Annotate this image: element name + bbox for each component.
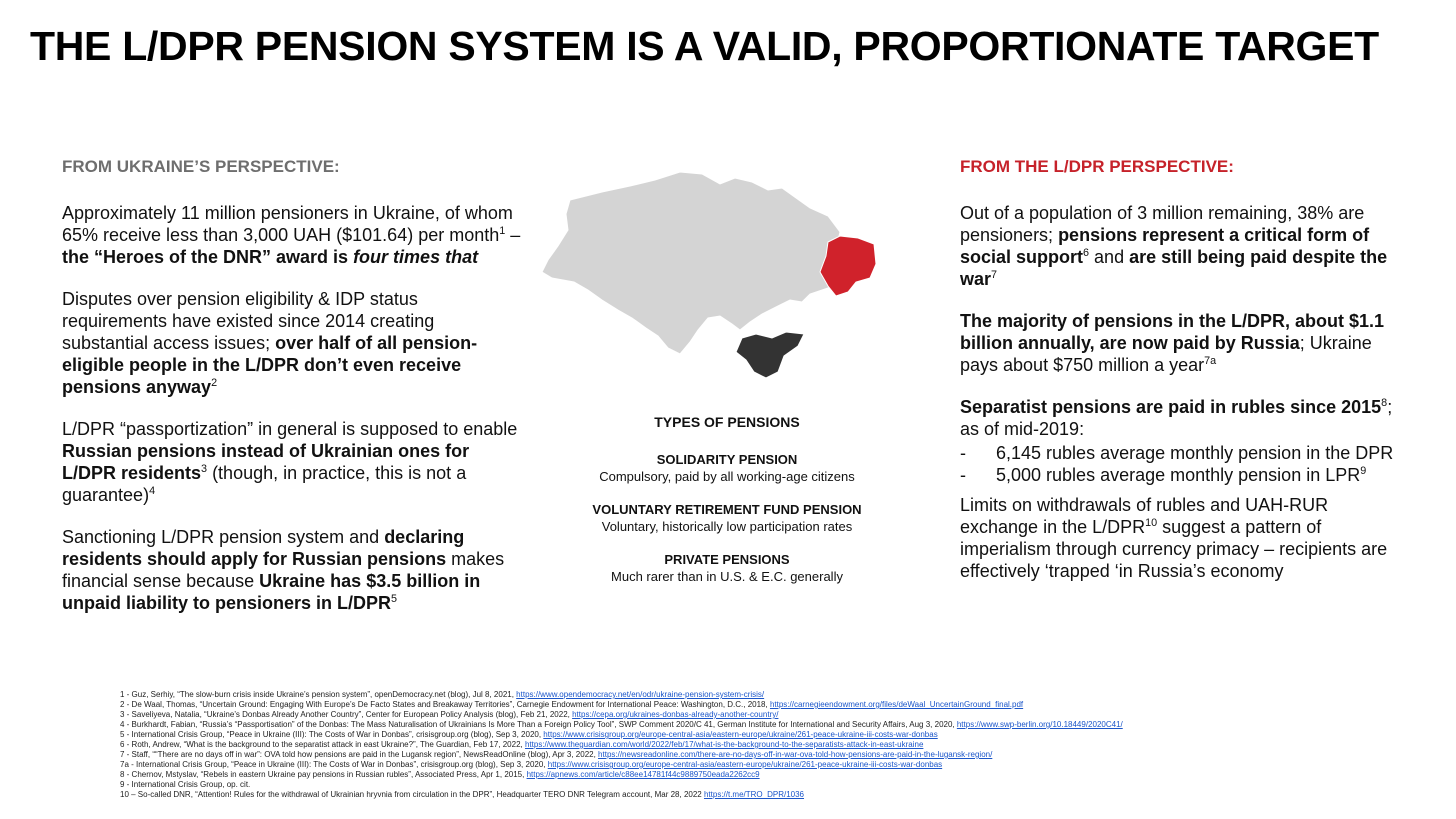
text: (though, in practice, this is not a guarantee) (62, 463, 467, 505)
pension-type-desc: Much rarer than in U.S. & E.C. generally (611, 569, 843, 584)
text: suggest a pattern of imperialism through currency primacy – recipients are effectively ‘trapped ‘in Russia’s economy (960, 517, 1388, 581)
text: Approximately 11 million pensioners in Ukraine, of whom 65% receive less than 3,000 UAH ($101.64) per month (62, 203, 513, 245)
footnote-link[interactable]: https://www.crisisgroup.org/europe-central-asia/eastern-europe/ukraine/261-peace-ukraine-iii-costs-war-donbas (543, 730, 938, 739)
bold-text: over half of all pension-eligible people in the L/DPR don’t even receive pensions anyway (62, 333, 478, 397)
footnote-text: 10 – So-called DNR, “Attention! Rules for the withdrawal of Ukrainian hryvnia from circulation in the DPR”, Headquarter TERO DNR Telegram account, Mar 28, 2022 (120, 790, 704, 799)
pension-type-desc: Compulsory, paid by all working-age citizens (599, 469, 855, 484)
pension-type-item (560, 551, 894, 585)
footnote-ref: 5 (391, 593, 398, 605)
footnote (120, 770, 1440, 780)
footnote-ref: 2 (211, 377, 218, 389)
footnote-ref: 4 (149, 485, 156, 497)
footnote-link[interactable]: https://www.theguardian.com/world/2022/feb/17/what-is-the-background-to-the-separatists-attack-in-east-ukraine (524, 740, 924, 749)
ldpr-paragraph-1 (960, 202, 1400, 290)
footnote (120, 790, 1440, 800)
footnote (120, 690, 1440, 700)
ukraine-paragraph-3 (62, 418, 522, 506)
bold-text: Ukraine has $3.5 billion in unpaid liability to pensioners in L/DPR (62, 571, 481, 613)
list-item (960, 442, 1400, 464)
ukraine-paragraph-4 (62, 526, 522, 614)
page-title (30, 20, 1430, 72)
ukraine-paragraph-2 (62, 288, 522, 398)
footnote (120, 710, 1440, 720)
ldpr-perspective-heading: FROM THE L/DPR PERSPECTIVE: (960, 157, 1234, 176)
pension-type-name: PRIVATE PENSIONS (664, 552, 790, 567)
ldpr-paragraph-3 (960, 396, 1400, 440)
text: Limits on withdrawals of rubles and UAH-RUR exchange in the L/DPR (960, 495, 1329, 537)
footnote-text: 1 - Guz, Serhiy, “The slow-burn crisis inside Ukraine’s pension system”, openDemocracy.net (blog), Jul 8, 2021, (120, 690, 517, 699)
footnote-link[interactable]: https://www.swp-berlin.org/10.18449/2020C41/ (956, 720, 1123, 729)
ldpr-paragraph-2 (960, 310, 1400, 376)
title-normal: THE L/DPR PENSION SYSTEM IS A (30, 23, 713, 69)
text: ; Ukraine pays about $750 million a year (960, 333, 1372, 375)
footnote-link[interactable]: https://www.opendemocracy.net/en/odr/ukraine-pension-system-crisis/ (516, 690, 765, 699)
text: 5,000 rubles average monthly pension in LPR (996, 465, 1361, 485)
ukraine-perspective-column (62, 156, 522, 634)
footnote-link[interactable]: https://carnegieendowment.org/files/deWaal_UncertainGround_final.pdf (769, 700, 1024, 709)
bold-text: are still being paid despite the war (960, 247, 1388, 289)
footnote-ref: 1 (499, 225, 506, 237)
footnote-text: 9 - International Crisis Group, op. cit. (120, 780, 251, 789)
bold-text: the “Heroes of the DNR” award is (62, 247, 354, 267)
footnote-text: 3 - Saveliyeva, Natalia, “Ukraine’s Donbas Already Another Country”, Center for European Policy Analysis (blog), Feb 21, 2022, (120, 710, 573, 719)
list-item (960, 464, 1400, 486)
ldpr-perspective-column (960, 156, 1400, 602)
footnote-text: 7a - International Crisis Group, “Peace in Ukraine (III): The Costs of War in Donbas”, crisisgroup.org (blog), Sep 3, 2020, (120, 760, 548, 769)
footnote-text: 7 - Staff, ““There are no days off in war”: OVA told how pensions are paid in the Lugansk region”, NewsReadOnline (blog), Apr 3, 2022, (120, 750, 599, 759)
footnote-text: 2 - De Waal, Thomas, “Uncertain Ground: Engaging With Europe’s De Facto States and Breakaway Territories”, Carnegie Endowment for International Peace: Washington, D.C., 2018, (120, 700, 770, 709)
pension-type-name: SOLIDARITY PENSION (656, 452, 798, 467)
footnote (120, 740, 1440, 750)
footnote (120, 780, 1440, 790)
footnote-link[interactable]: https://www.crisisgroup.org/europe-central-asia/eastern-europe/ukraine/261-peace-ukraine-iii-costs-war-donbas (547, 760, 943, 769)
ldpr-paragraph-4 (960, 494, 1400, 582)
footnote-link[interactable]: https://apnews.com/article/c88ee14781f44c9889750eada2262cc9 (526, 770, 760, 779)
bold-text: Russian pensions instead of Ukrainian ones for L/DPR residents (62, 441, 470, 483)
footnote-ref: 8 (1381, 397, 1388, 409)
footnote-ref: 7 (991, 269, 998, 281)
bold-text: declaring residents should apply for Russian pensions (62, 527, 465, 569)
footnote-link[interactable]: https://t.me/TRO_DPR/1036 (703, 790, 805, 799)
footnote-text: 8 - Chernov, Mstyslav, “Rebels in eastern Ukraine pay pensions in Russian rubles”, Associated Press, Apr 1, 2015, (120, 770, 527, 779)
footnote-ref: 3 (201, 463, 208, 475)
text: ; as of mid-2019: (960, 397, 1393, 439)
ldpr-region (820, 236, 876, 296)
pension-type-item (560, 451, 894, 485)
text: – (505, 225, 521, 245)
footnote-ref: 7a (1204, 355, 1217, 367)
footnote (120, 700, 1440, 710)
footnote-ref: 10 (1145, 517, 1158, 529)
ukraine-perspective-heading: FROM UKRAINE’S PERSPECTIVE: (62, 157, 340, 176)
bold-text: Separatist pensions are paid in rubles since 2015 (960, 397, 1382, 417)
crimea-region (736, 332, 804, 378)
title-bold: VALID, PROPORTIONATE TARGET (712, 23, 1379, 69)
text: Sanctioning L/DPR pension system and (62, 527, 385, 547)
footnote-link[interactable]: https://newsreadonline.com/there-are-no-days-off-in-war-ova-told-how-pensions-are-paid-in-the-lugansk-region/ (598, 750, 993, 759)
pension-type-desc: Voluntary, historically low participation rates (601, 519, 853, 534)
footnotes (120, 690, 1440, 800)
text: Disputes over pension eligibility & IDP status requirements have existed since 2014 creating substantial access issues; (62, 289, 435, 353)
text: and (1089, 247, 1130, 267)
ukraine-paragraph-1 (62, 202, 522, 268)
footnote-ref: 9 (1360, 465, 1367, 477)
bold-italic-text: four times that (353, 247, 479, 267)
footnote-ref: 6 (1083, 247, 1090, 259)
footnote-link[interactable]: https://cepa.org/ukraines-donbas-already-another-country/ (572, 710, 779, 719)
text: makes financial sense because (62, 549, 505, 591)
bold-text: pensions represent a critical form of social support (960, 225, 1370, 267)
footnote (120, 750, 1440, 760)
footnote (120, 730, 1440, 740)
text: L/DPR “passportization” in general is supposed to enable (62, 419, 518, 439)
ruble-pension-list (960, 442, 1400, 486)
pension-type-name: VOLUNTARY RETIREMENT FUND PENSION (592, 502, 862, 517)
types-of-pensions (560, 414, 894, 601)
footnote-text: 6 - Roth, Andrew, “What is the background to the separatist attack in east Ukraine?”, The Guardian, Feb 17, 2022, (120, 740, 525, 749)
footnote (120, 720, 1440, 730)
footnote (120, 760, 1440, 770)
text: 6,145 rubles average monthly pension in the DPR (996, 443, 1394, 463)
footnote-text: 4 - Burkhardt, Fabian, “Russia’s “Passportisation” of the Donbas: The Mass Naturalisation of Ukrainians Is More Than a Foreign Policy Tool”, SWP Comment 2020/C 41, German Institute for International and Security Affairs, Aug 3, 2020, (120, 720, 957, 729)
pension-type-item (560, 501, 894, 535)
bold-text: The majority of pensions in the L/DPR, about $1.1 billion annually, are now paid by Russia (960, 311, 1385, 353)
ukraine-map (540, 160, 880, 385)
footnote-text: 5 - International Crisis Group, “Peace in Ukraine (III): The Costs of War in Donbas”, crisisgroup.org (blog), Sep 3, 2020, (120, 730, 544, 739)
ukraine-map-mainland (542, 172, 846, 354)
types-of-pensions-heading: TYPES OF PENSIONS (654, 414, 800, 430)
text: Out of a population of 3 million remaining, 38% are pensioners; (960, 203, 1365, 245)
